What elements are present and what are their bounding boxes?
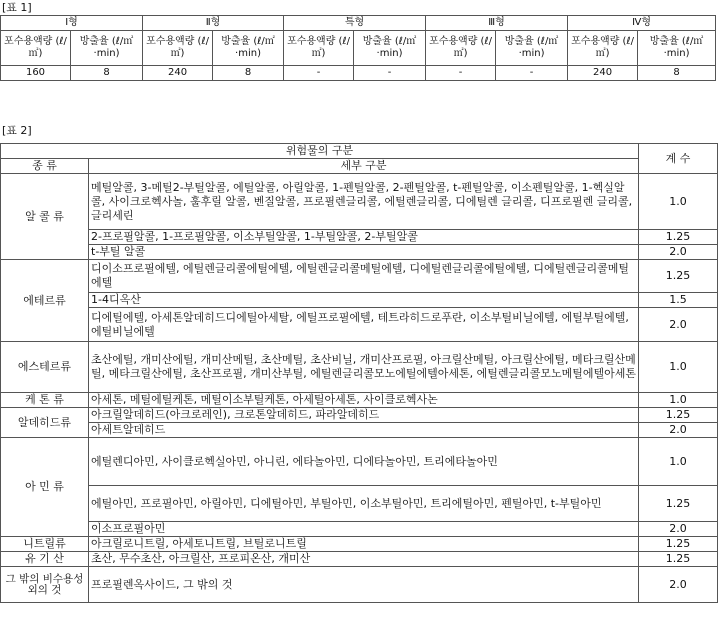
- value-cell: 8: [638, 66, 716, 81]
- value-cell: 8: [71, 66, 143, 81]
- detail-cell: 아세트알데히드: [89, 423, 639, 438]
- kind-header: 종 류: [1, 159, 89, 174]
- discharge-rate-header: 방출율 (ℓ/㎡·min): [71, 31, 143, 66]
- value-cell: 240: [143, 66, 213, 81]
- detail-header: 세부 구분: [89, 159, 639, 174]
- table-row: [1, 537, 718, 552]
- type-header: Ⅰ형: [1, 16, 143, 31]
- table-row: [1, 552, 718, 567]
- kind-cell: 에테르류: [1, 260, 89, 342]
- value-cell: -: [426, 66, 496, 81]
- coefficient-cell: 1.25: [639, 537, 718, 552]
- value-cell: -: [496, 66, 568, 81]
- hazard-coefficient-table: [0, 143, 718, 603]
- table-row: [1, 293, 718, 308]
- table-row: [1, 408, 718, 423]
- coefficient-cell: 2.0: [639, 522, 718, 537]
- coefficient-cell: 1.25: [639, 260, 718, 293]
- discharge-rate-header: 방출율 (ℓ/㎡·min): [213, 31, 284, 66]
- foam-volume-header: 포수용액량 (ℓ/㎡): [143, 31, 213, 66]
- detail-cell: 메틸알콜, 3-메틸2-부틸알콜, 에틸알콜, 아릴알콜, 1-펜틸알콜, 2-펜틸알콜, t-펜틸알콜, 이소펜틸알콜, 1-헥실알콜, 사이크로헥사놀, 훌후릴 알콜, 벤질알콜, 프로필렌글리콜, 에틸렌글리콜, 디에틸렌 글리콜, 디프로필렌 글리콜, 글리세린: [89, 174, 639, 230]
- type-header: Ⅳ형: [568, 16, 716, 31]
- coefficient-cell: 1.0: [639, 438, 718, 486]
- coefficient-cell: 1.0: [639, 393, 718, 408]
- kind-cell: 니트릴류: [1, 537, 89, 552]
- kind-cell: 에스테르류: [1, 342, 89, 393]
- table-row: [1, 393, 718, 408]
- detail-cell: 디이소프로필에텔, 에틸렌글리콜에틸에텔, 에틸렌글리콜메틸에텔, 디에틸렌글리콜에틸에텔, 디에틸렌글리콜메틸에텔: [89, 260, 639, 293]
- detail-cell: 디에틸에텔, 아세톤알데히드디에틸아세탈, 에틸프로필에텔, 테트라히드로푸란, 이소부틸비닐에텔, 에틸부틸에텔, 에틸비닐에텔: [89, 308, 639, 342]
- coefficient-cell: 2.0: [639, 423, 718, 438]
- table-row: [1, 230, 718, 245]
- value-cell: -: [284, 66, 354, 81]
- type-header: Ⅲ형: [426, 16, 568, 31]
- detail-cell: 2-프로필알콜, 1-프로필알콜, 이소부틸알콜, 1-부틸알콜, 2-부틸알콜: [89, 230, 639, 245]
- kind-cell: 그 밖의 비수용성 외의 것: [1, 567, 89, 603]
- detail-cell: 초산, 무수초산, 아크릴산, 프로피온산, 개미산: [89, 552, 639, 567]
- detail-cell: 에틸아민, 프로필아민, 아릴아민, 디에틸아민, 부틸아민, 이소부틸아민, 트리에틸아민, 펜틸아민, t-부틸아민: [89, 486, 639, 522]
- value-cell: 8: [213, 66, 284, 81]
- value-cell: 240: [568, 66, 638, 81]
- table-row: [1, 174, 718, 230]
- table-row: [1, 260, 718, 293]
- coefficient-cell: 1.25: [639, 230, 718, 245]
- table-row: [1, 522, 718, 537]
- discharge-rate-header: 방출율 (ℓ/㎡·min): [638, 31, 716, 66]
- coefficient-cell: 1.0: [639, 342, 718, 393]
- kind-cell: 아 민 류: [1, 438, 89, 537]
- value-cell: -: [354, 66, 426, 81]
- discharge-rate-header: 방출율 (ℓ/㎡·min): [354, 31, 426, 66]
- coefficient-cell: 2.0: [639, 245, 718, 260]
- kind-cell: 케 톤 류: [1, 393, 89, 408]
- detail-cell: 아세톤, 메틸에틸케톤, 메틸이소부틸케톤, 아세틸아세톤, 사이클로헥사논: [89, 393, 639, 408]
- coefficient-cell: 2.0: [639, 567, 718, 603]
- detail-cell: 프로필렌옥사이드, 그 밖의 것: [89, 567, 639, 603]
- coefficient-cell: 1.25: [639, 552, 718, 567]
- table-row: [1, 567, 718, 603]
- kind-cell: 알 콜 류: [1, 174, 89, 260]
- foam-discharge-table: [0, 15, 716, 81]
- coefficient-cell: 1.25: [639, 408, 718, 423]
- discharge-rate-header: 방출율 (ℓ/㎡·min): [496, 31, 568, 66]
- table2-caption: [표 2]: [2, 124, 32, 137]
- foam-volume-header: 포수용액량 (ℓ/㎡): [568, 31, 638, 66]
- detail-cell: 아크릴알데히드(아크로레인), 크로톤알데히드, 파라알데히드: [89, 408, 639, 423]
- kind-cell: 유 기 산: [1, 552, 89, 567]
- value-cell: 160: [1, 66, 71, 81]
- foam-volume-header: 포수용액량 (ℓ/㎡): [284, 31, 354, 66]
- table-row: [1, 245, 718, 260]
- kind-cell: 알데히드류: [1, 408, 89, 438]
- table-row: [1, 423, 718, 438]
- table-row: [1, 486, 718, 522]
- detail-cell: t-부틸 알콜: [89, 245, 639, 260]
- type-header: Ⅱ형: [143, 16, 284, 31]
- foam-volume-header: 포수용액량 (ℓ/㎡): [1, 31, 71, 66]
- detail-cell: 이소프로필아민: [89, 522, 639, 537]
- detail-cell: 1-4디옥산: [89, 293, 639, 308]
- table-row: [1, 438, 718, 486]
- coefficient-cell: 1.0: [639, 174, 718, 230]
- table-row: [1, 342, 718, 393]
- table-row: [1, 308, 718, 342]
- coefficient-header: 계 수: [639, 144, 718, 174]
- type-header: 특형: [284, 16, 426, 31]
- table1-caption: [표 1]: [2, 1, 32, 14]
- coefficient-cell: 1.25: [639, 486, 718, 522]
- detail-cell: 아크릴로니트릴, 아세토니트릴, 브틸로니트릴: [89, 537, 639, 552]
- foam-volume-header: 포수용액량 (ℓ/㎡): [426, 31, 496, 66]
- hazard-class-header: 위험물의 구분: [1, 144, 639, 159]
- detail-cell: 초산에틸, 개미산에틸, 개미산메틸, 초산메틸, 초산비닐, 개미산프로필, 아크릴산메틸, 아크릴산에틸, 메타크릴산메틸, 메타크릴산에틸, 초산프로필, 개미산부틸, 에틸렌글리콜모노에틸에텔아세톤, 에틸렌글리콜모노메틸에텔아세톤: [89, 342, 639, 393]
- detail-cell: 에틸렌디아민, 사이클로헥실아민, 아니린, 에타놀아민, 디에타놀아민, 트리에타놀아민: [89, 438, 639, 486]
- coefficient-cell: 1.5: [639, 293, 718, 308]
- coefficient-cell: 2.0: [639, 308, 718, 342]
